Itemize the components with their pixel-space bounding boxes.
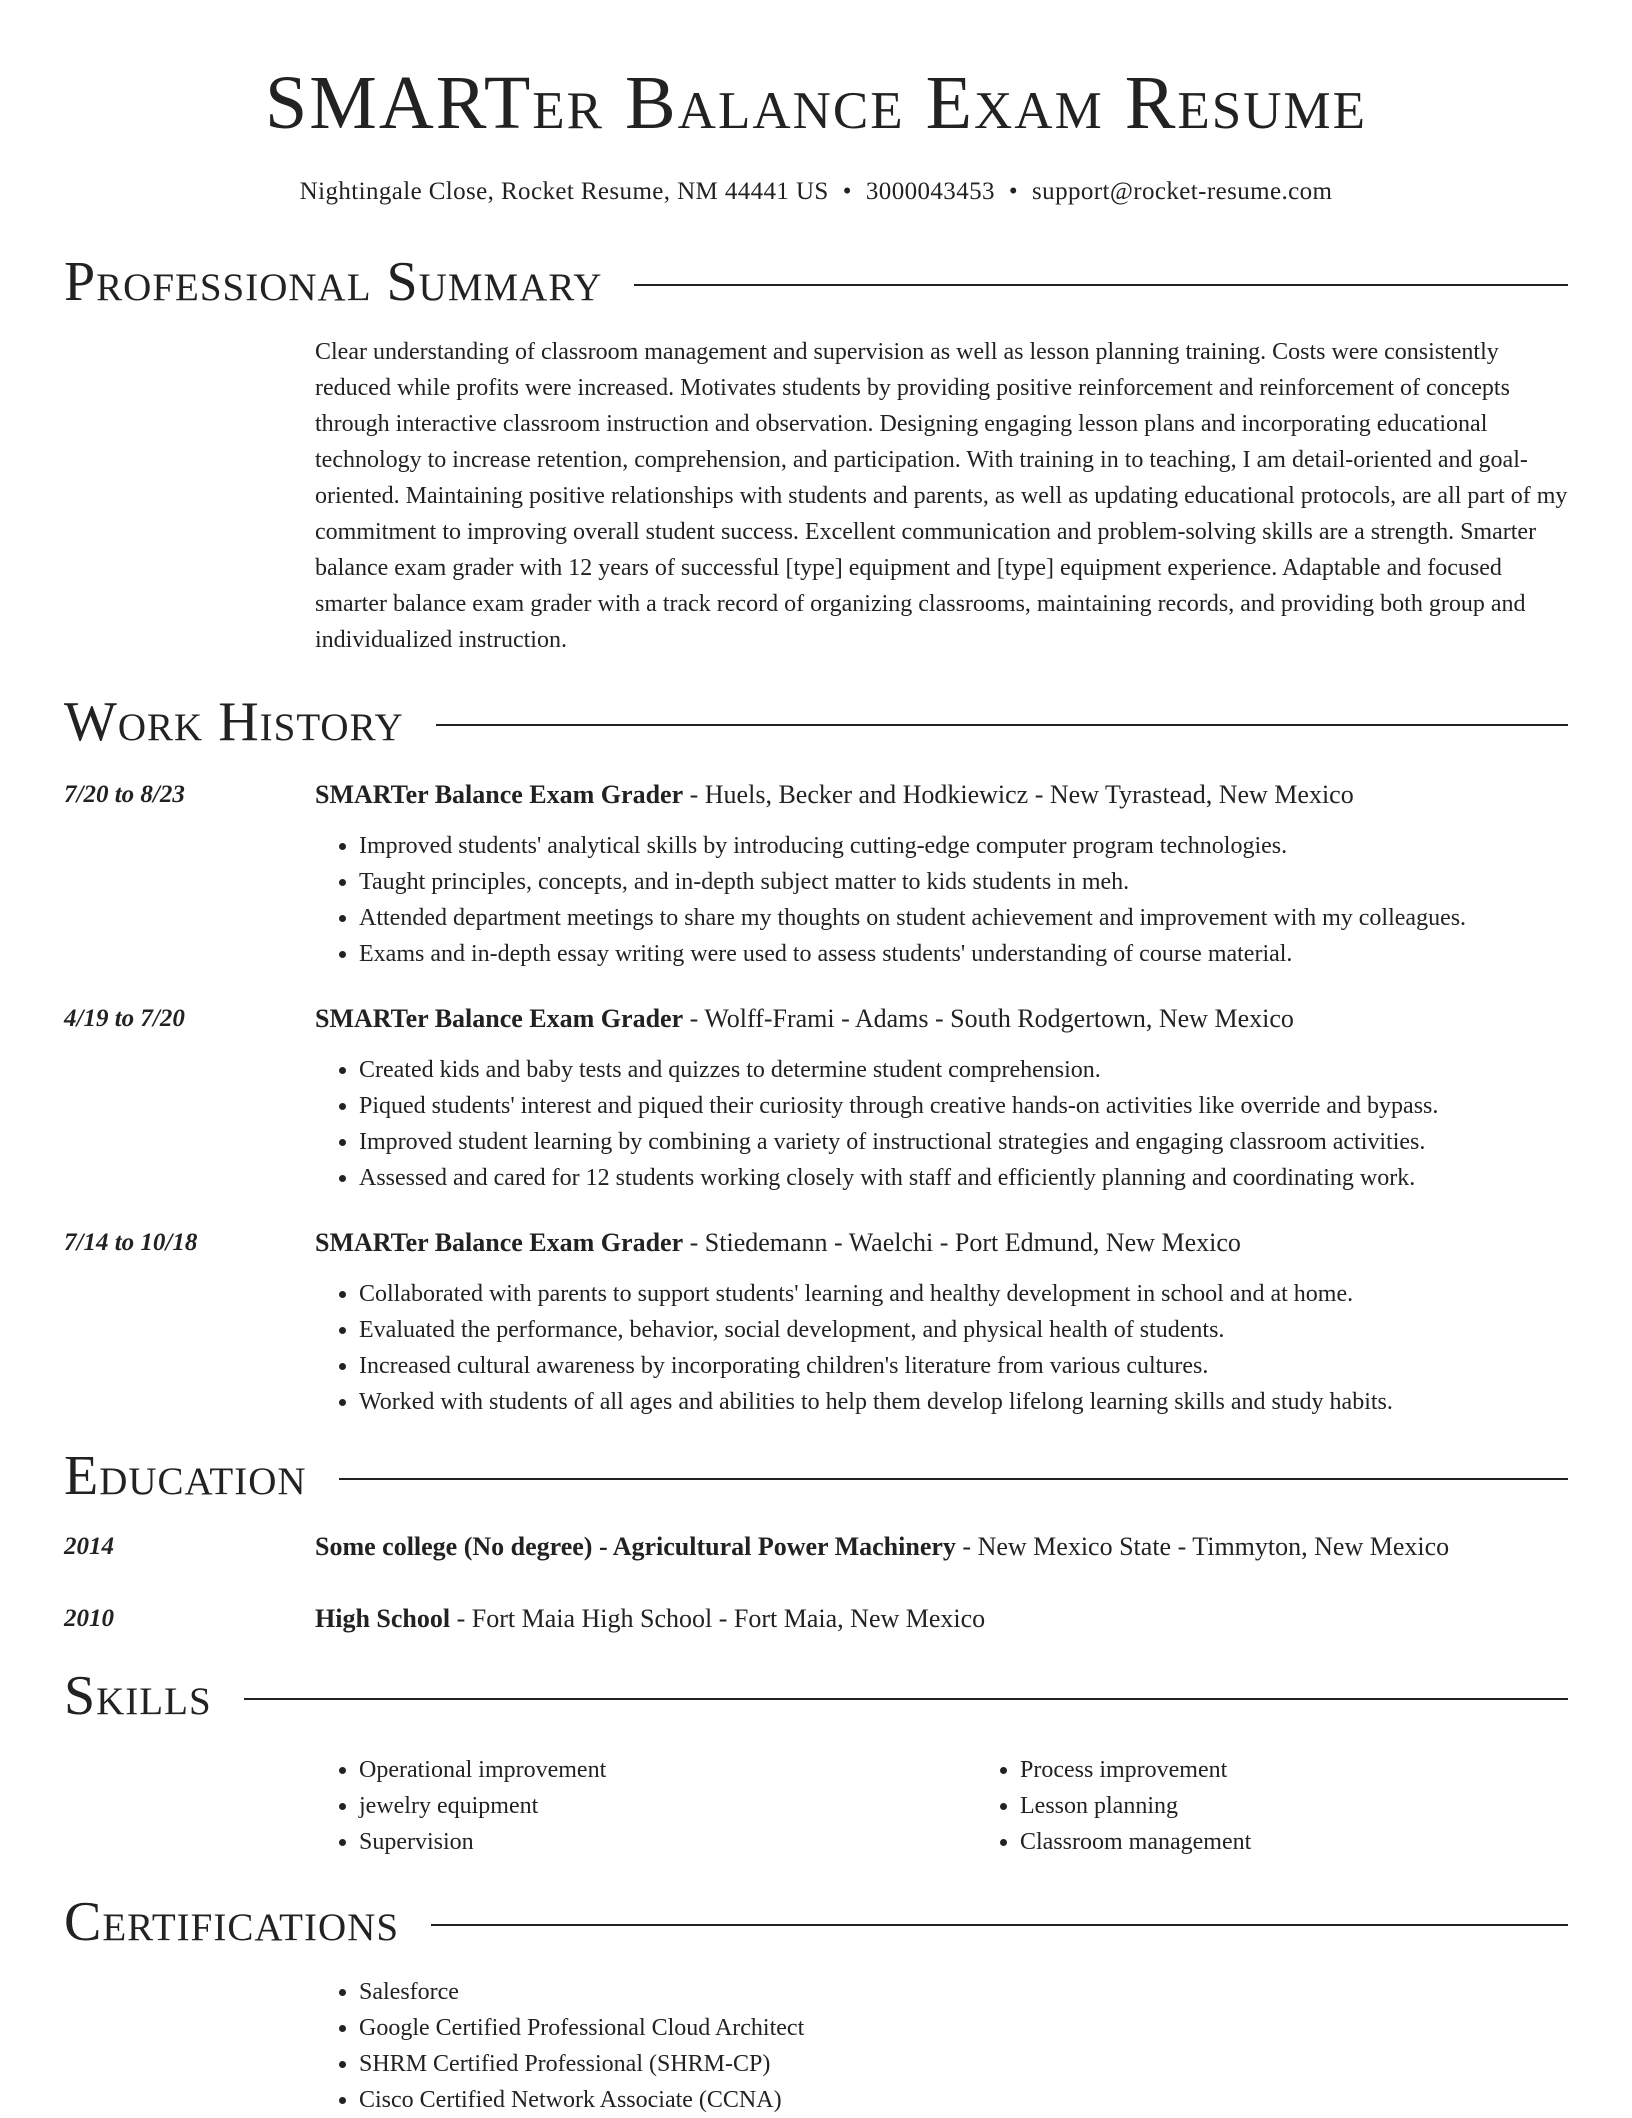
education-header [64, 1442, 1568, 1510]
skills-grid [315, 1752, 1632, 1860]
certification-item: • SHRM Certified Professional (SHRM-CP) [359, 2046, 1568, 2082]
job-entry [64, 1002, 1568, 1196]
certifications-heading: Certifications [64, 1891, 400, 1953]
job-bullet: • Piqued students' interest and piqued their curiosity through creative hands-on activities like override and bypass. [359, 1088, 1568, 1124]
skill-item: • Classroom management [1020, 1824, 1632, 1860]
education-body [315, 1602, 1568, 1636]
summary-row [64, 334, 1568, 658]
work-heading: Work History [64, 691, 404, 753]
section-rule [436, 724, 1568, 726]
skills-left-gutter [64, 1752, 315, 1860]
job-details: - Huels, Becker and Hodkiewicz - New Tyrastead, New Mexico [683, 780, 1354, 809]
education-body [315, 1530, 1568, 1564]
job-details: - Wolff-Frami - Adams - South Rodgertown, New Mexico [683, 1004, 1294, 1033]
job-entry [64, 1226, 1568, 1420]
job-bullet: • Improved students' analytical skills by introducing cutting-edge computer program technologies. [359, 828, 1568, 864]
skills-section [64, 1662, 1568, 1860]
certifications-left-gutter [64, 1974, 315, 2118]
certification-item: • Cisco Certified Network Associate (CCNA) [359, 2082, 1568, 2118]
contact-separator: • [842, 178, 852, 205]
job-dates: 7/20 to 8/23 [64, 781, 185, 808]
summary-header [64, 248, 1568, 316]
section-rule [339, 1478, 1568, 1480]
education-details: - New Mexico State - Timmyton, New Mexico [955, 1532, 1450, 1561]
certifications-list [315, 1974, 1568, 2118]
job-heading [315, 1002, 1568, 1036]
education-year: 2010 [64, 1605, 114, 1632]
skill-item: • jewelry equipment [359, 1788, 976, 1824]
job-body [315, 1002, 1568, 1196]
contact-email: support@rocket-resume.com [1032, 178, 1333, 205]
certifications-header [64, 1888, 1568, 1956]
summary-section [64, 248, 1568, 658]
summary-left-gutter [64, 334, 315, 658]
skill-item: • Operational improvement [359, 1752, 976, 1788]
job-title: SMARTer Balance Exam Grader [315, 1228, 684, 1257]
job-title: SMARTer Balance Exam Grader [315, 780, 684, 809]
education-heading: Education [64, 1445, 307, 1507]
education-degree: High School [315, 1604, 451, 1633]
education-entry [64, 1530, 1568, 1564]
job-dates: 4/19 to 7/20 [64, 1005, 185, 1032]
job-bullet: • Improved student learning by combining a variety of instructional strategies and engaging classroom activities. [359, 1124, 1568, 1160]
job-bullet: • Created kids and baby tests and quizzes to determine student comprehension. [359, 1052, 1568, 1088]
work-header [64, 688, 1568, 756]
education-degree: Some college (No degree) - Agricultural Power Machinery [315, 1532, 956, 1561]
education-details: - Fort Maia High School - Fort Maia, New Mexico [450, 1604, 986, 1633]
job-title: SMARTer Balance Exam Grader [315, 1004, 684, 1033]
certifications-row [64, 1974, 1568, 2118]
job-body [315, 1226, 1568, 1420]
job-bullet: • Exams and in-depth essay writing were used to assess students' understanding of course material. [359, 936, 1568, 972]
job-bullet: • Evaluated the performance, behavior, social development, and physical health of students. [359, 1312, 1568, 1348]
job-dates: 7/14 to 10/18 [64, 1229, 198, 1256]
summary-heading: Professional Summary [64, 251, 603, 313]
job-bullets [315, 1052, 1568, 1196]
job-bullets [315, 828, 1568, 972]
skill-item: • Supervision [359, 1824, 976, 1860]
contact-address: Nightingale Close, Rocket Resume, NM 44441 US [299, 178, 829, 205]
skills-list-left [315, 1752, 976, 1860]
job-entry [64, 778, 1568, 972]
job-bullet: • Collaborated with parents to support students' learning and healthy development in school and at home. [359, 1276, 1568, 1312]
job-bullet: • Increased cultural awareness by incorporating children's literature from various cultures. [359, 1348, 1568, 1384]
education-entry [64, 1602, 1568, 1636]
work-section [64, 688, 1568, 1420]
section-rule [244, 1698, 1568, 1700]
job-body [315, 778, 1568, 972]
contact-separator: • [1008, 178, 1019, 205]
job-bullets [315, 1276, 1568, 1420]
job-heading [315, 1226, 1568, 1260]
skills-list-right [976, 1752, 1632, 1860]
skills-header [64, 1662, 1568, 1730]
job-bullet: • Taught principles, concepts, and in-depth subject matter to kids students in meh. [359, 864, 1568, 900]
certifications-body [315, 1974, 1568, 2118]
skills-row [64, 1752, 1568, 1860]
job-details: - Stiedemann - Waelchi - Port Edmund, New Mexico [683, 1228, 1241, 1257]
job-bullet: • Worked with students of all ages and abilities to help them develop lifelong learning skills and study habits. [359, 1384, 1568, 1420]
section-rule [634, 284, 1568, 286]
education-year: 2014 [64, 1533, 114, 1560]
skill-item: • Process improvement [1020, 1752, 1632, 1788]
contact-line [0, 178, 1632, 206]
skill-item: • Lesson planning [1020, 1788, 1632, 1824]
job-bullet: • Attended department meetings to share my thoughts on student achievement and improvement with my colleagues. [359, 900, 1568, 936]
education-section [64, 1442, 1568, 1636]
skills-heading: Skills [64, 1665, 212, 1727]
job-bullet: • Assessed and cared for 12 students working closely with staff and efficiently planning and coordinating work. [359, 1160, 1568, 1196]
certifications-section [64, 1888, 1568, 2118]
certification-item: • Salesforce [359, 1974, 1568, 2010]
certification-item: • Google Certified Professional Cloud Architect [359, 2010, 1568, 2046]
section-rule [431, 1924, 1568, 1926]
resume-header [0, 0, 1632, 206]
summary-text: Clear understanding of classroom management and supervision as well as lesson planning training. Costs were consistently reduced while profits were increased. Motivates students by providing positive reinforcement and reinforcement of concepts through interactive classroom instruction and observation. Designing engaging lesson plans and incorporating educational technology to increase retention, comprehension, and participation. With training in to teaching, I am detail-oriented and goal-oriented. Maintaining positive relationships with students and parents, as well as updating educational protocols, are all part of my commitment to improving overall student success. Excellent communication and problem-solving skills are a strength. Smarter balance exam grader with 12 years of successful [type] equipment and [type] equipment experience. Adaptable and focused smarter balance exam grader with a track record of organizing classrooms, maintaining records, and providing both group and individualized instruction. [315, 339, 1568, 653]
job-heading [315, 778, 1568, 812]
resume-title: SMARTer Balance Exam Resume [264, 61, 1368, 145]
contact-phone: 3000043453 [865, 178, 995, 205]
